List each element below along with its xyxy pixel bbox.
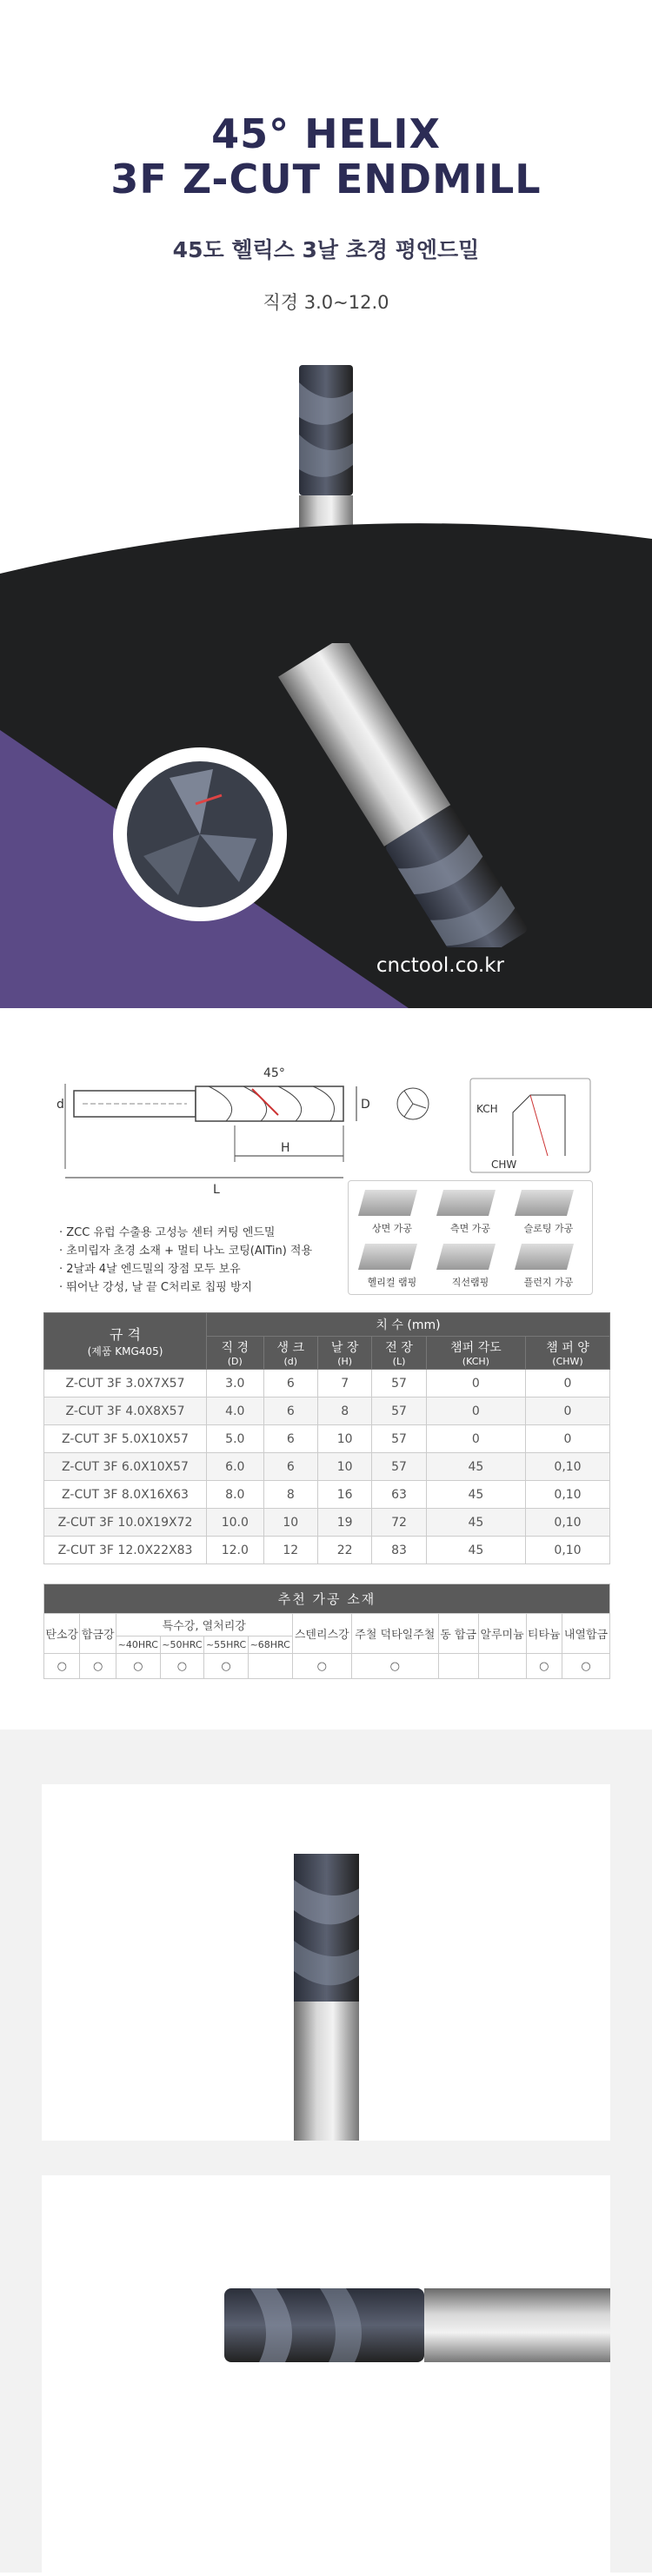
- table-row: Z-CUT 3F 3.0X7X57 3.0 6 7 57 0 0: [44, 1370, 610, 1398]
- material-table: [43, 1583, 610, 1679]
- table-row: Z-CUT 3F 5.0X10X57 5.0 6 10 57 0 0: [44, 1425, 610, 1453]
- helix-angle-label: 45°: [263, 1066, 285, 1080]
- dimension-diagram: [57, 1065, 456, 1195]
- chamfer-diagram: [469, 1078, 591, 1173]
- col-overall-length: 전 장 (L): [372, 1337, 426, 1370]
- table-row: Z-CUT 3F 4.0X8X57 4.0 6 8 57 0 0: [44, 1398, 610, 1425]
- title-line-2: 3F Z-CUT ENDMILL: [110, 156, 542, 202]
- operation-label: 헬리컬 램핑: [367, 1277, 417, 1288]
- table-row: Z-CUT 3F 6.0X10X57 6.0 6 10 57 45 0,10: [44, 1453, 610, 1481]
- col-hrc55: ~55HRC: [204, 1637, 249, 1654]
- side-milling-icon: [436, 1190, 496, 1216]
- spec-header: 규 격 (제품 KMG405): [44, 1313, 207, 1370]
- table-row: Z-CUT 3F 12.0X22X83 12.0 12 22 83 45 0,10: [44, 1537, 610, 1564]
- gallery-section: [0, 1730, 652, 2573]
- diameter-label: D: [361, 1098, 370, 1112]
- col-aluminum: 알루미늄: [478, 1614, 526, 1654]
- operation-label: 슬로팅 가공: [523, 1223, 574, 1234]
- linear-ramping-icon: [436, 1244, 496, 1270]
- col-shank: 생 크 (d): [263, 1337, 317, 1370]
- col-titanium: 티타늄: [526, 1614, 562, 1654]
- feature-item: · 2날과 4날 엔드밀의 장점 모두 보유: [59, 1263, 241, 1276]
- website-url[interactable]: cnctool.co.kr: [376, 954, 504, 977]
- feature-item: · 초미립자 초경 소재 + 멀티 나노 코팅(AlTin) 적용: [59, 1245, 313, 1258]
- col-alloy-steel: 합금강: [80, 1614, 116, 1654]
- product-title: [0, 111, 652, 202]
- feature-item: · ZCC 유럽 수출용 고성능 센터 커팅 엔드밀: [59, 1226, 276, 1239]
- col-special-steel: 특수강, 열처리강: [116, 1614, 292, 1637]
- table-row: Z-CUT 3F 8.0X16X63 8.0 8 16 63 45 0,10: [44, 1481, 610, 1509]
- table-row: Z-CUT 3F 10.0X19X72 10.0 10 19 72 45 0,10: [44, 1509, 610, 1537]
- endmill-angled-image: [278, 643, 539, 947]
- col-carbon-steel: 탄소강: [44, 1614, 80, 1654]
- dimension-header: 치 수 (mm): [207, 1313, 610, 1337]
- chamfer-width-label: CHW: [491, 1159, 517, 1171]
- slotting-icon: [515, 1190, 574, 1216]
- col-copper-alloy: 동 합금: [438, 1614, 478, 1654]
- operation-label: 직선램핑: [451, 1277, 489, 1288]
- operations-panel: [348, 1180, 593, 1295]
- product-subtitle: 45도 헬릭스 3날 초경 평엔드밀: [172, 237, 480, 262]
- plunge-icon: [515, 1244, 574, 1270]
- diameter-range: 직경 3.0~12.0: [263, 292, 389, 313]
- helical-ramping-icon: [358, 1244, 417, 1270]
- col-flute-length: 날 장 (H): [317, 1337, 371, 1370]
- overall-length-label: L: [213, 1183, 220, 1195]
- material-table-title: 추천 가공 소재: [44, 1584, 610, 1614]
- photo-vertical-endmill: [42, 1784, 610, 2141]
- col-hrc40: ~40HRC: [116, 1637, 160, 1654]
- feature-item: · 뛰어난 강성, 날 끝 C처리로 칩핑 방지: [59, 1281, 253, 1294]
- material-marks-row: ○ ○ ○ ○ ○ ○ ○ ○ ○: [44, 1654, 610, 1679]
- hero-section: [0, 0, 652, 1008]
- col-hrc50: ~50HRC: [160, 1637, 204, 1654]
- col-chamfer-width: 챔 퍼 양 (CHW): [526, 1337, 610, 1370]
- spec-table: [43, 1312, 610, 1564]
- col-hrc68: ~68HRC: [248, 1637, 292, 1654]
- col-cast-iron: 주철 덕타일주철: [351, 1614, 438, 1654]
- face-milling-icon: [358, 1190, 417, 1216]
- shank-diameter-label: d: [57, 1098, 64, 1112]
- chamfer-angle-label: KCH: [476, 1103, 498, 1115]
- photo-horizontal-endmill: [42, 2175, 610, 2573]
- operation-label: 측면 가공: [449, 1223, 490, 1234]
- title-line-1: 45° HELIX: [211, 110, 441, 157]
- flute-length-label: H: [281, 1141, 290, 1155]
- flute-closeup-image: [109, 743, 291, 926]
- col-chamfer-angle: 챔퍼 각도 (KCH): [426, 1337, 525, 1370]
- operation-label: 플런지 가공: [523, 1277, 574, 1288]
- col-heat-resistant: 내열합금: [562, 1614, 609, 1654]
- col-diameter: 직 경 (D): [207, 1337, 264, 1370]
- col-stainless: 스텐리스강: [292, 1614, 351, 1654]
- operation-label: 상면 가공: [371, 1223, 412, 1234]
